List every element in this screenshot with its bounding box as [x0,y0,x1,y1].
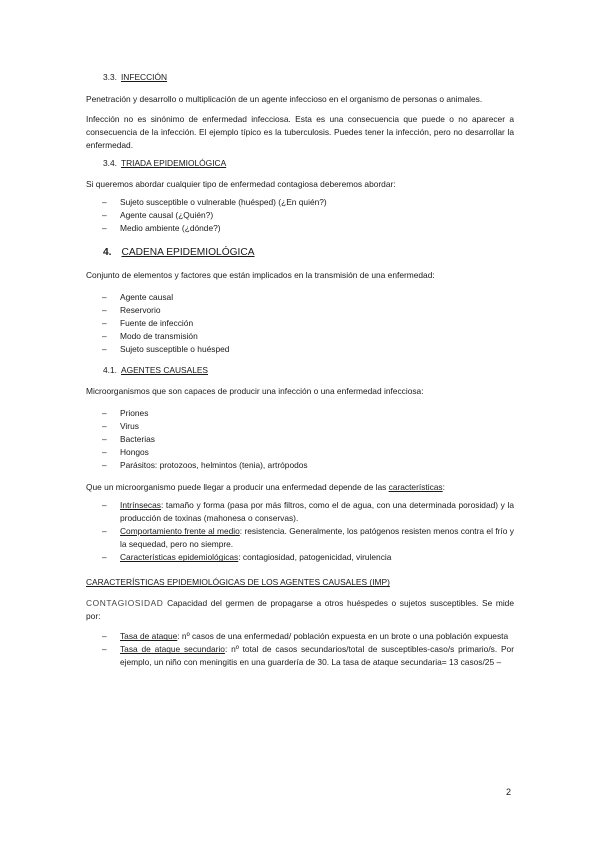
list-item [86,551,514,564]
paragraph: Penetración y desarrollo o multiplicación de un agente infeccioso en el organismo de personas o animales. [86,94,483,105]
section-number: 3.3. [103,72,117,82]
text: Que un microorganismo puede llegar a producir una enfermedad depende de las [86,482,389,493]
definition: : nº casos de una enfermedad/ población expuesta en un brote o una población expuesta [177,631,509,642]
tasa-list [86,630,514,669]
definition: : tamaño y forma (pasa por más filtros, como el de agua, con una determinada porosidad) y la producción de toxinas (mahonesa o conservas). [120,500,514,524]
section-3-4-heading [103,157,514,170]
list-item: – Virus [86,420,514,433]
definition: : contagiosidad, patogenicidad, virulencia [238,552,392,563]
list-item: – Bacterias [86,433,514,446]
list-item [86,525,514,551]
term: Características epidemiológicas [120,552,239,563]
paragraph [86,597,514,623]
contagiosidad-label: CONTAGIOSIDAD [86,598,164,609]
section-number: 4.1. [103,365,117,376]
paragraph: Infección no es sinónimo de enfermedad infecciosa. Esta es una consecuencia que puede o no aparecer a consecuencia de la infección. El ejemplo típico es la tuberculosis. Puedes tener la infección, pero no desarrollar la enfermedad. [86,114,514,151]
section-4-1-heading [103,364,514,377]
list-item: – Fuente de infección [86,317,514,330]
paragraph [86,481,514,494]
paragraph: Si queremos abordar cualquier tipo de enfermedad contagiosa deberemos abordar: [86,179,396,190]
term: Comportamiento frente al medio [120,526,240,537]
text: Capacidad del germen de propagarse a otros huéspedes o sujetos susceptibles. Se mide por: [86,598,514,622]
section-number: 4. [103,247,112,259]
section-number: 3.4. [103,158,117,169]
list-item [86,643,514,669]
term: Tasa de ataque [120,631,178,642]
list-item: – Reservorio [86,304,514,317]
term: Tasa de ataque secundario [120,644,225,655]
list-item: – Agente causal (¿Quién?) [86,209,514,222]
list-item: – Parásitos: protozoos, helmintos (tenia), artrópodos [86,459,514,472]
section-title: TRIADA EPIDEMIOLÓGICA [120,158,227,169]
list-item [86,499,514,525]
section-3-3-heading [103,71,514,84]
list-item: – Hongos [86,446,514,459]
cadena-list [86,291,514,356]
list-item: – Medio ambiente (¿dónde?) [86,222,514,235]
list-item: – Modo de transmisión [86,330,514,343]
list-item [86,630,514,643]
list-item: – Priones [86,407,514,420]
triada-list [86,196,514,235]
section-4-heading [103,245,514,261]
list-item: – Sujeto susceptible o huésped [86,343,514,356]
term: Intrínsecas [120,500,161,511]
definition: : resistencia. Generalmente, los patógenos resisten menos contra el frío y la sequedad, pero no siempre. [120,526,514,550]
list-item: – Agente causal [86,291,514,304]
page-content [86,71,514,669]
epidemiological-heading: CARACTERÍSTICAS EPIDEMIOLÓGICAS DE LOS AGENTES CAUSALES (IMP) [86,577,390,588]
page-number: 2 [506,787,512,797]
paragraph: Conjunto de elementos y factores que están implicados en la transmisión de una enfermedad: [86,269,435,280]
text: : [442,482,445,493]
agentes-list [86,407,514,472]
section-title: AGENTES CAUSALES [120,365,209,376]
underlined-term: características [388,482,443,493]
definition: : nº total de casos secundarios/total de susceptibles-caso/s primario/s. Por ejemplo, un niño con meningitis en una guardería de 30. La tasa de ataque secundaria= 13 casos/25 – [120,644,514,668]
list-item: – Sujeto susceptible o vulnerable (huésped) (¿En quién?) [86,196,514,209]
caracteristicas-list [86,499,514,564]
section-title: INFECCIÓN [120,72,168,82]
section-title: CADENA EPIDEMIOLÓGICA [121,247,255,259]
paragraph: Microorganismos que son capaces de producir una infección o una enfermedad infecciosa: [86,386,424,397]
